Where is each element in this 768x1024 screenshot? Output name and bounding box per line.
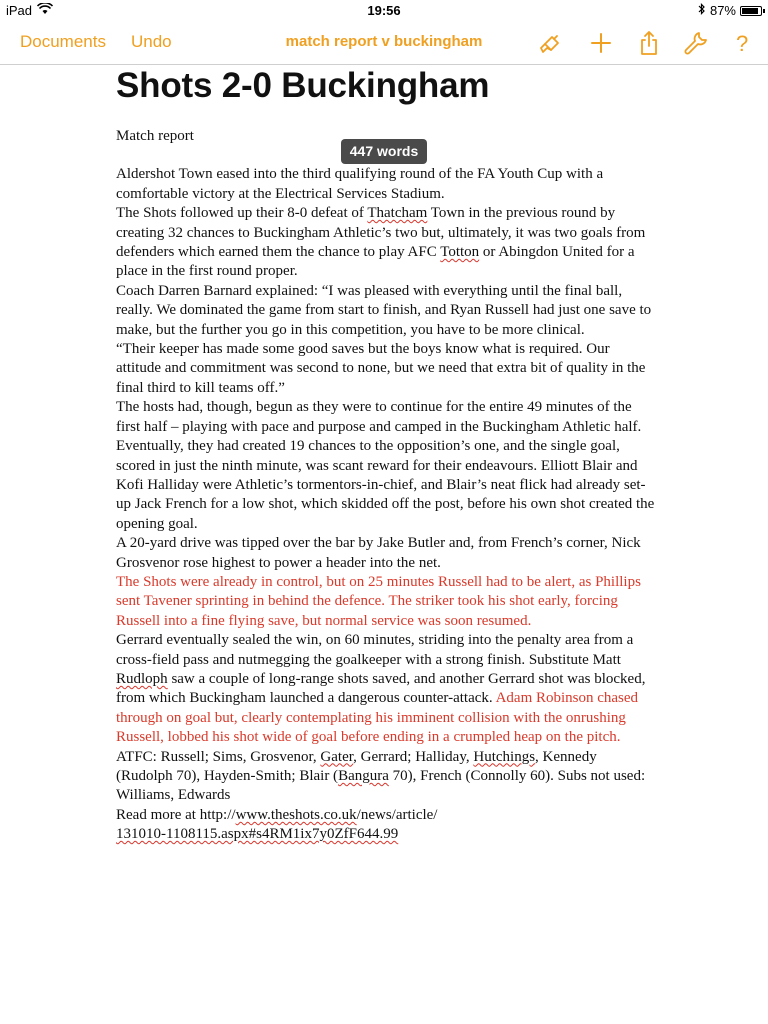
document-subtitle: Match report [116, 128, 194, 144]
spellcheck-word[interactable]: Gater [320, 748, 354, 765]
help-icon[interactable] [730, 30, 756, 56]
document-heading: Shots 2-0 Buckingham [116, 66, 490, 105]
spellcheck-word[interactable]: Rudloph [116, 670, 168, 687]
highlighted-text: Adam Robinson chased through on goal but, clearly contemplating his imminent collision with the onrushing Russell, lobbed his shot wide of goal before ending in a crumpled heap on the pitch. [116, 690, 639, 746]
status-bar [0, 0, 768, 22]
paragraph: Gerrard eventually sealed the win, on 60 minutes, striding into the penalty area from a cross-field pass and nutmegging the goalkeeper with a strong finish. Substitute Matt Rudloph saw a couple of long-range shots saved, and another Gerrard shot was blocked, from which Buckingham launched a dangerous counter-attack. Adam Robinson chased through on goal but, clearly contemplating his imminent collision with the onrushing Russell, lobbed his shot wide of goal before ending in a crumpled heap on the pitch. [116, 632, 646, 746]
share-icon[interactable] [636, 30, 662, 56]
undo-button[interactable]: Undo [131, 32, 172, 51]
device-name: iPad [6, 3, 33, 18]
word-count-badge: 447 words [341, 139, 427, 164]
link-text[interactable]: www.theshots.co.uk [235, 806, 357, 823]
status-time: 19:56 [367, 3, 401, 18]
spellcheck-word[interactable]: Bangura [338, 768, 389, 784]
paragraph: The hosts had, though, begun as they were to continue for the entire 49 minutes of the first half – playing with pace and purpose and camped in the Buckingham Athletic half. [116, 399, 642, 435]
format-brush-icon[interactable] [537, 30, 563, 56]
spellcheck-word[interactable]: Thatcham [367, 205, 428, 222]
status-right [698, 3, 762, 18]
battery-icon [740, 6, 762, 16]
document-title: match report v buckingham [285, 33, 483, 50]
paragraph-highlighted: The Shots were already in control, but on 25 minutes Russell had to be alert, as Phillips sent Tavener sprinting in behind the defence. The striker took his shot early, forcing Russell into a fine flying save, but normal service was soon resumed. [116, 573, 641, 629]
battery-percent: 87% [709, 3, 736, 18]
paragraph: The Shots followed up their 8-0 defeat of Thatcham Town in the previous round by creating 32 chances to Buckingham Athletic’s two but, ultimately, it was two goals from defenders which earned them the chance to play AFC Totton or Abingdon United for a place in the first round proper. [116, 205, 646, 280]
paragraph: ATFC: Russell; Sims, Grosvenor, Gater, Gerrard; Halliday, Hutchings, Kennedy (Rudolph 70), Hayden-Smith; Blair (Bangura 70), French (Connolly 60). Subs not used: Williams, Edwards [116, 748, 646, 804]
paragraph: Aldershot Town eased into the third qualifying round of the FA Youth Cup with a comfortable victory at the Electrical Services Stadium. [116, 166, 604, 202]
svg-text:?: ? [736, 31, 749, 56]
paragraph: “Their keeper has made some good saves but the boys know what is required. Our attitude and commitment was second to none, but we need that extra bit of quality in the final third to kill teams off.” [116, 341, 646, 396]
tools-wrench-icon[interactable] [683, 30, 709, 56]
paragraph: Eventually, they had created 19 chances to the opposition’s one, and the single goal, scored in just the ninth minute, was scant reward for their endeavours. Elliott Blair and Kofi Halliday were Athletic’s tormentors-in-chief, and Blair’s neat flick had already set-up Jack French for a low shot, which skidded off the post, before his own shot created the opening goal. [116, 438, 655, 532]
link-text[interactable]: 131010-1108115.aspx#s4RM1ix7y0ZfF644.99 [116, 826, 399, 843]
add-icon[interactable] [588, 30, 614, 56]
paragraph: A 20-yard drive was tipped over the bar by Jake Butler and, from French’s corner, Nick Grosvenor rose highest to power a header into the net. [116, 535, 641, 571]
toolbar [0, 22, 768, 65]
spellcheck-word[interactable]: Hutchings [473, 748, 536, 765]
document-body[interactable] [116, 66, 656, 845]
paragraph: Coach Darren Barnard explained: “I was pleased with everything until the final ball, really. We dominated the game from start to finish, and Ryan Russell had just one save to make, but the further you go in this competition, you have to be more clinical. [116, 282, 652, 338]
spellcheck-word[interactable]: Totton [440, 244, 480, 261]
bluetooth-icon [698, 3, 706, 18]
paragraph: Read more at http://www.theshots.co.uk/news/article/ 131010-1108115.aspx#s4RM1ix7y0ZfF644.99 [116, 806, 438, 843]
documents-button[interactable]: Documents [20, 32, 106, 51]
